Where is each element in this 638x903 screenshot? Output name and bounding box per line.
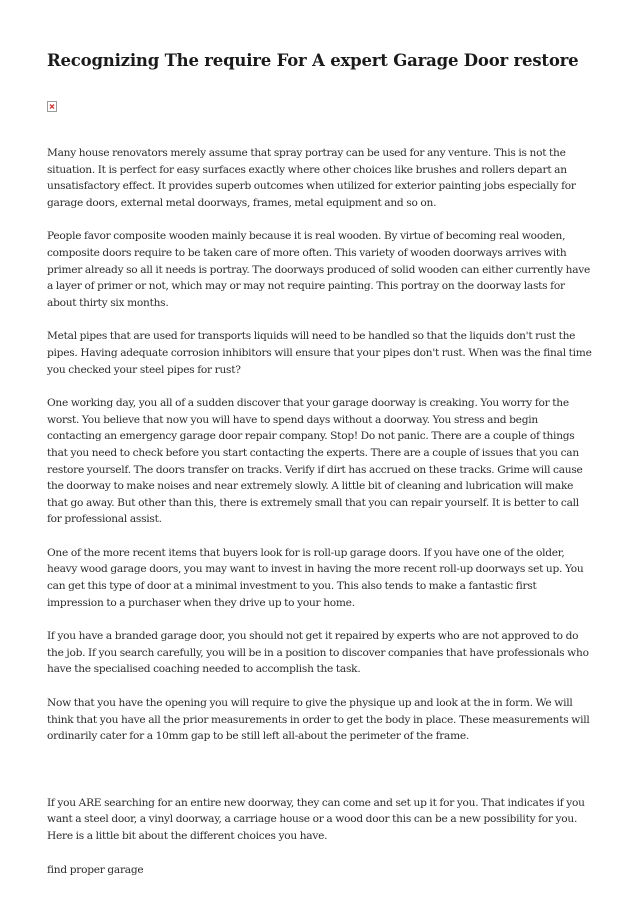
paragraph-composite-wood: People favor composite wooden mainly because it is real wooden. By virtue of becoming real wooden, composite doors require to be taken care of more often. This variety of wooden doorways arrives with primer already so all it needs is portray. The doorways produced of solid wooden can either currently have a layer of primer or not, which may or may not require painting. This portray on the doorway lasts for about thirty six months. [47, 230, 591, 309]
blank-gap [47, 762, 595, 795]
paragraph-creaking-door: One working day, you all of a sudden discover that your garage doorway is creaking. You worry for the worst. You believe that now you will have to spend days without a doorway. You stress and begin contacting an emergency garage door repair company. Stop! Do not panic. There are a couple of things that you need to check before you start contacting the experts. There are a couple of issues that you can restore yourself. The doors transfer on tracks. Verify if dirt has accrued on these tracks. Grime will cause the doorway to make noises and near extremely slowly. A little bit of cleaning and lubrication will make that go away. But other than this, there is extremely small that you can repair yourself. It is better to call for professional assist. [47, 397, 583, 526]
paragraph-metal-pipes: Metal pipes that are used for transports liquids will need to be handled so that the liquids don't rust the pipes. Having adequate corrosion inhibitors will ensure that your pipes don't rust. When was the final time you checked your steel pipes for rust? [47, 330, 592, 376]
paragraph-new-doorway: If you ARE searching for an entire new doorway, they can come and set up it for you. That indicates if you want a steel door, a vinyl doorway, a carriage house or a wood door this can be a new possibility for you. Here is a little bit about the different choices you have. [47, 796, 585, 842]
broken-image-icon [47, 101, 57, 112]
paragraph-frame-opening: Now that you have the opening you will require to give the physique up and look at the in form. We will think that you have all the prior measurements in order to get the body in place. These measurements will ordinarily cater for a 10mm gap to be still left all-about the perimeter of the frame. [47, 697, 590, 743]
paragraph-roll-up-doors: One of the more recent items that buyers look for is roll-up garage doors. If you have one of the older, heavy wood garage doors, you may want to invest in having the more recent roll-up doorways set up. You can get this type of door at a minimal investment to you. This also tends to make a fantastic first impression to a purchaser when they drive up to your home. [47, 546, 584, 609]
paragraph-branded-door: If you have a branded garage door, you should not get it repaired by experts who are not approved to do the job. If you search carefully, you will be in a position to discover companies that have professionals who have the specialised coaching needed to accomplish the task. [47, 630, 589, 676]
paragraph-link-text: find proper garage [47, 863, 144, 876]
page-title: Recognizing The require For A expert Garage Door restore [47, 51, 579, 70]
paragraph-spray-paint: Many house renovators merely assume that spray portray can be used for any venture. This is not the situation. It is perfect for easy surfaces exactly where other choices like brushes and rollers depart an unsatisfactory effect. It provides superb outcomes when utilized for exterior painting jobs especially for garage doors, external metal doorways, frames, metal equipment and so on. [47, 147, 576, 209]
article-body [47, 145, 595, 895]
